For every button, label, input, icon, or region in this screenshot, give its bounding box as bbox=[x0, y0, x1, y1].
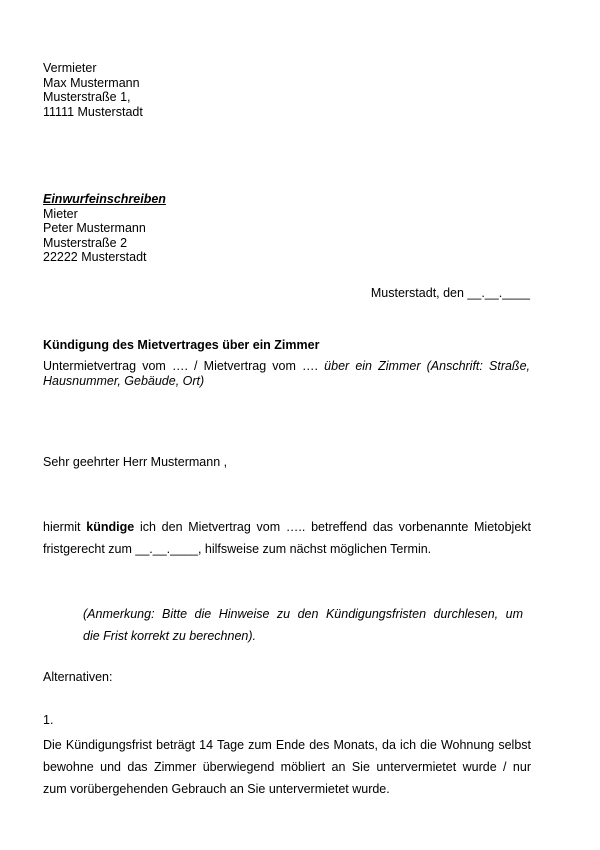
body-paragraph bbox=[43, 516, 531, 560]
body-after-bold: ich den Mietvertrag vom ….. betreffend das vorbenannte Mietobjekt bbox=[139, 520, 531, 534]
alternative-line-3: zum vorübergehenden Gebrauch an Sie untervermietet wurde. bbox=[43, 782, 390, 796]
recipient-role: Mieter bbox=[43, 206, 78, 221]
body-before-bold: hiermit bbox=[43, 520, 81, 534]
alternative-line-1: Die Kündigungsfrist beträgt 14 Tage zum Ende des Monats, da ich die Wohnung selbst bbox=[43, 738, 531, 752]
letter-subject: Kündigung des Mietvertrages über ein Zimmer bbox=[43, 338, 320, 352]
delivery-method: Einwurfeinschreiben bbox=[43, 192, 166, 206]
body-line-2: fristgerecht zum __.__.____, hilfsweise zum nächst möglichen Termin. bbox=[43, 542, 432, 556]
subject-ref-plain: Untermietvertrag vom …. / Mietvertrag vom …. bbox=[43, 359, 319, 373]
alternative-number: 1. bbox=[43, 713, 54, 727]
subject-ref-italic-1: über ein Zimmer (Anschrift: Straße, bbox=[324, 359, 530, 373]
subject-ref-italic-2: Hausnummer, Gebäude, Ort) bbox=[43, 373, 205, 388]
salutation: Sehr geehrter Herr Mustermann , bbox=[43, 455, 228, 469]
landlord-address bbox=[43, 61, 143, 119]
landlord-city: 11111 Musterstadt bbox=[43, 104, 143, 119]
alternative-paragraph bbox=[43, 734, 531, 800]
recipient-street: Musterstraße 2 bbox=[43, 235, 128, 250]
landlord-street: Musterstraße 1, bbox=[43, 90, 131, 104]
alternative-line-2: bewohne und das Zimmer überwiegend möbliert an Sie untervermietet wurde / nur bbox=[43, 760, 531, 774]
note-paragraph bbox=[83, 603, 523, 647]
landlord-name: Max Mustermann bbox=[43, 75, 140, 90]
subject-reference bbox=[43, 359, 530, 388]
landlord-role: Vermieter bbox=[43, 61, 97, 75]
alternatives-label: Alternativen: bbox=[43, 670, 113, 684]
note-line-1: (Anmerkung: Bitte die Hinweise zu den Kündigungsfristen durchlesen, um bbox=[83, 607, 523, 621]
note-line-2: die Frist korrekt zu berechnen). bbox=[83, 629, 256, 643]
recipient-address bbox=[43, 192, 166, 265]
date-line: Musterstadt, den __.__.____ bbox=[370, 286, 530, 300]
recipient-city: 22222 Musterstadt bbox=[43, 250, 147, 264]
recipient-name: Peter Mustermann bbox=[43, 221, 146, 235]
body-bold-word: kündige bbox=[86, 520, 135, 534]
